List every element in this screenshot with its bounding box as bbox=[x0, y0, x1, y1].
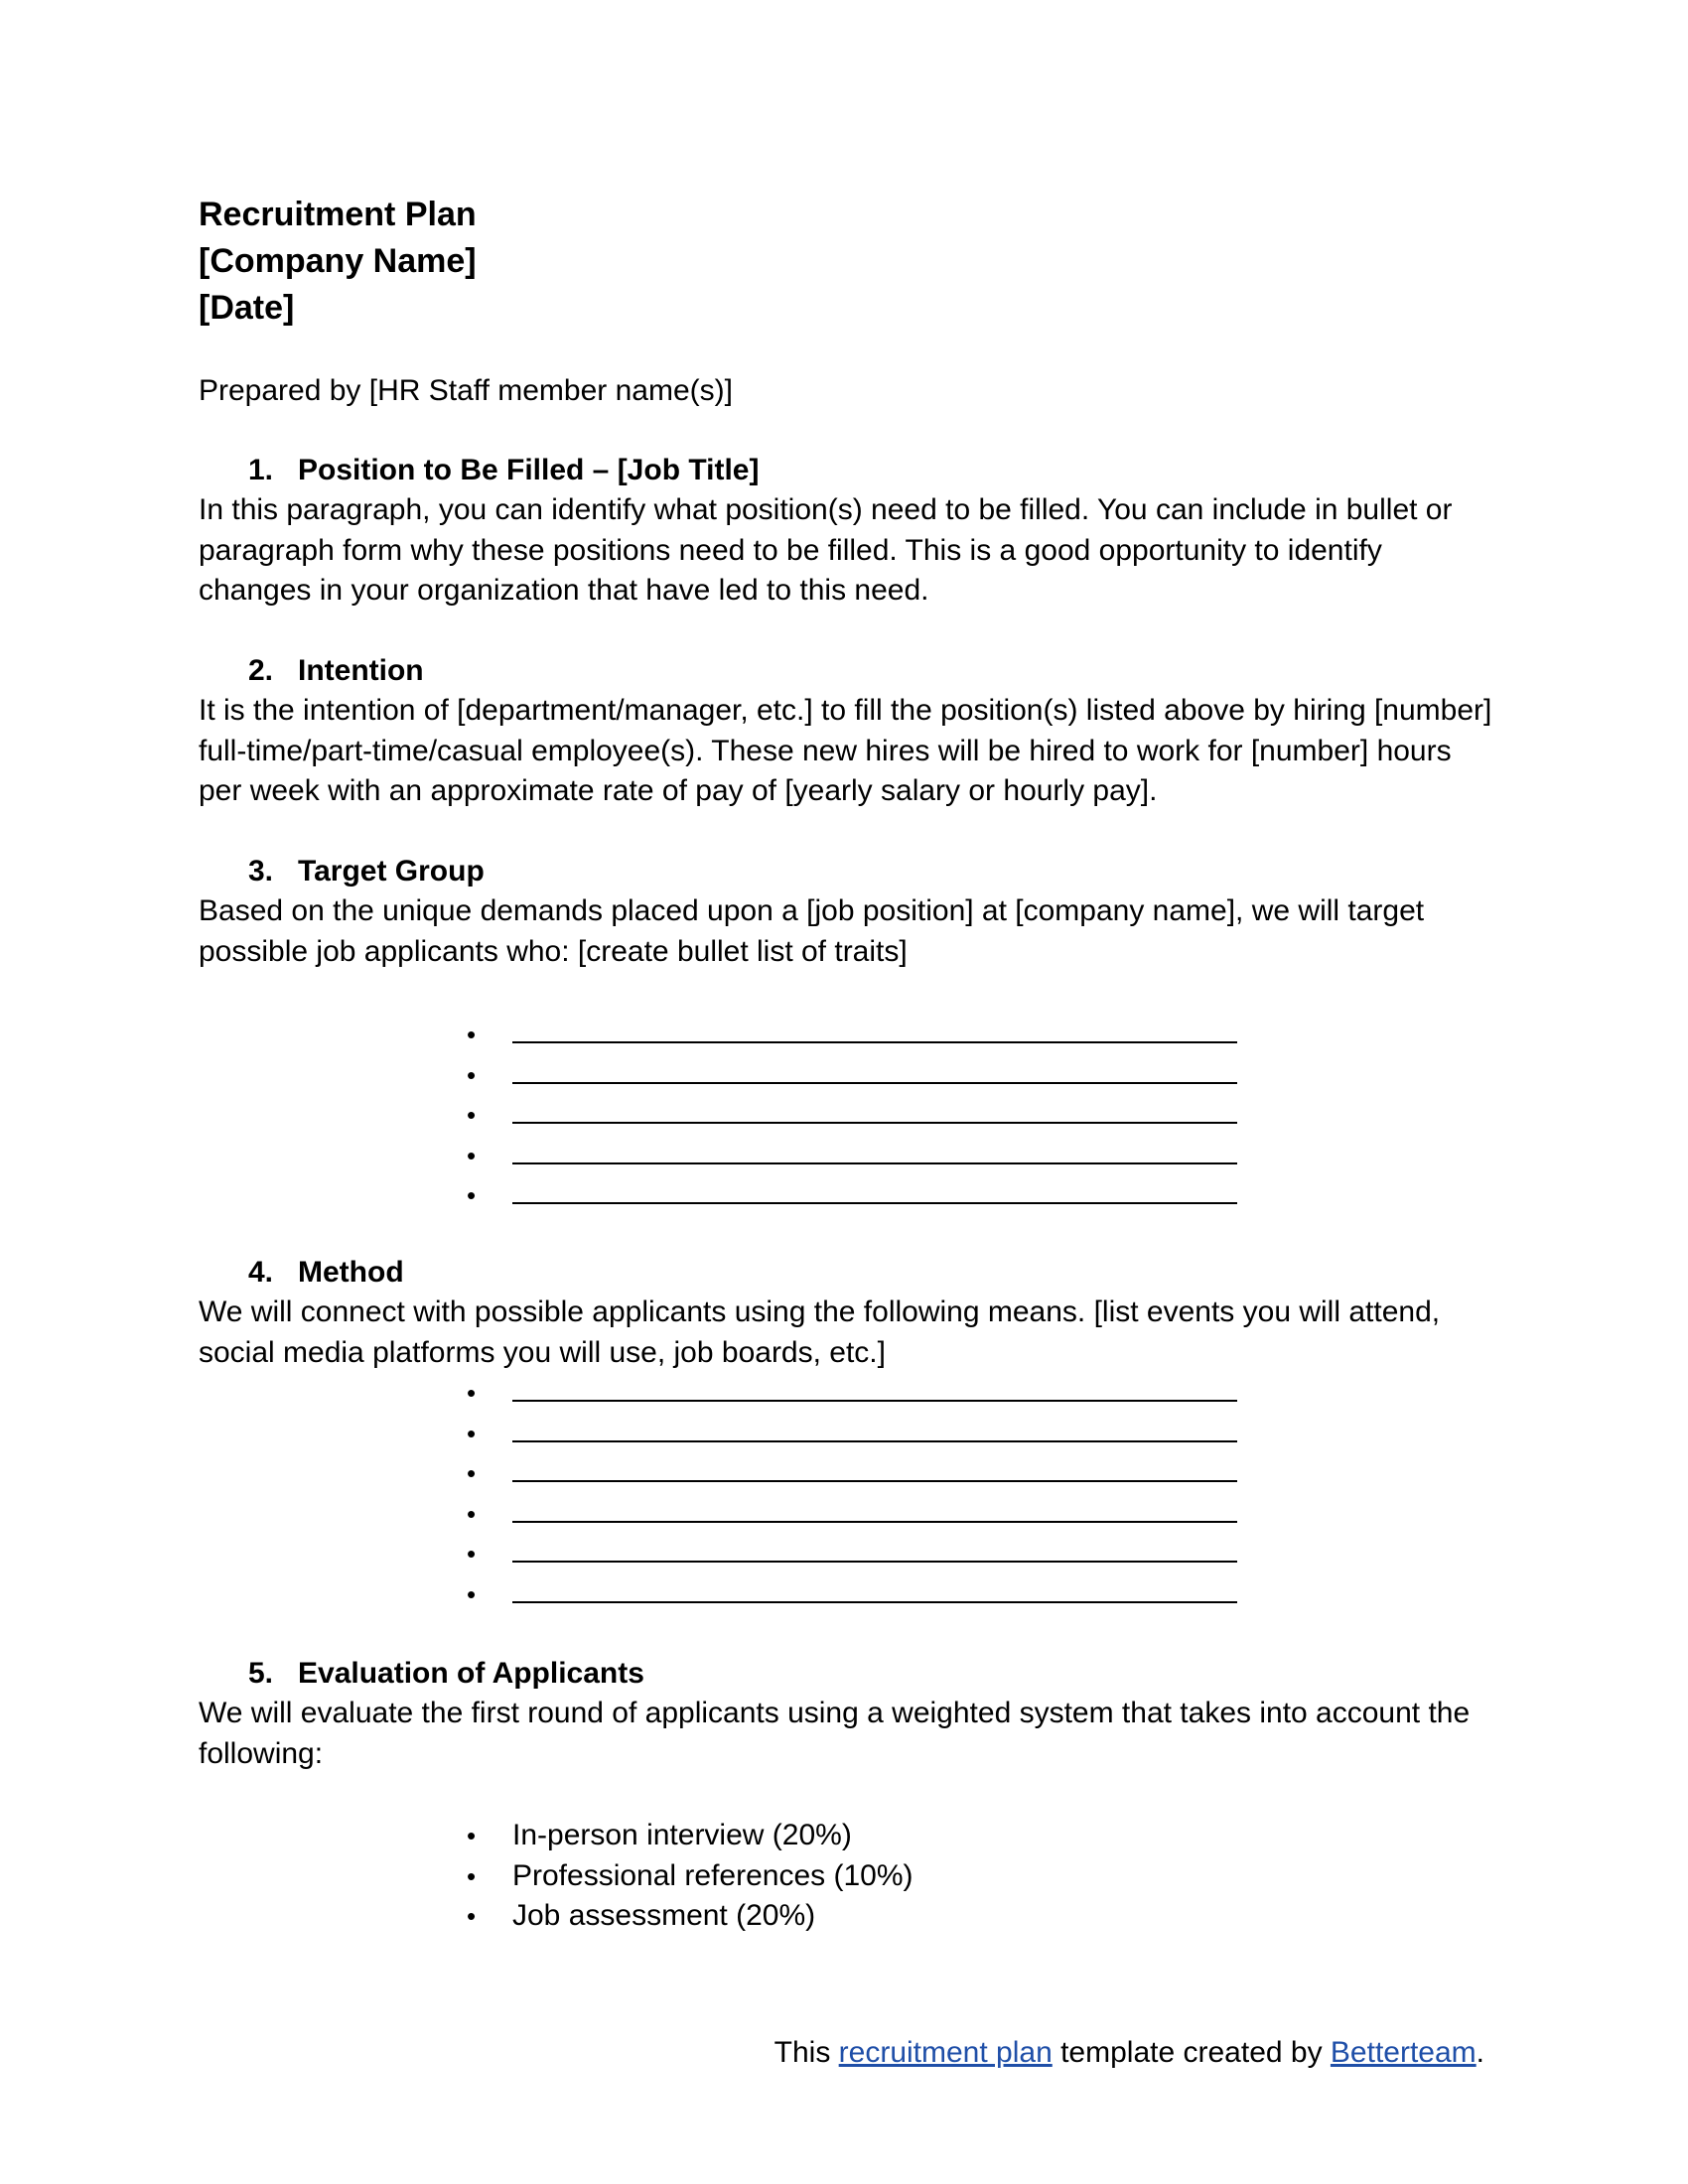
section-body: Based on the unique demands placed upon a [job position] at [company name], we will target possible job applicants who: [create bullet list of traits] bbox=[199, 894, 1425, 968]
list-item-text: In-person interview (20%) bbox=[512, 1819, 852, 1851]
list-item bbox=[467, 1414, 1237, 1454]
bullet-icon: • bbox=[467, 1498, 477, 1529]
section-heading bbox=[199, 451, 1499, 490]
blank-fill-line bbox=[512, 1456, 1237, 1482]
bullet-icon: • bbox=[467, 1821, 477, 1850]
list-item bbox=[467, 1175, 1237, 1216]
list-item-text: Professional references (10%) bbox=[512, 1858, 914, 1892]
section-number: 3. bbox=[248, 855, 274, 887]
bullet-icon: • bbox=[467, 1020, 477, 1049]
target-traits-list bbox=[467, 1015, 1237, 1216]
bullet-icon: • bbox=[467, 1180, 477, 1210]
evaluation-list bbox=[467, 1816, 914, 1937]
section-number: 1. bbox=[248, 454, 274, 486]
bullet-icon: • bbox=[467, 1100, 477, 1130]
blank-fill-line bbox=[512, 1058, 1237, 1084]
blank-fill-line bbox=[512, 1178, 1237, 1204]
section-number: 4. bbox=[248, 1256, 274, 1289]
bullet-icon: • bbox=[467, 1059, 477, 1090]
list-item bbox=[467, 1373, 1237, 1414]
section-heading bbox=[199, 852, 1499, 891]
section-number: 2. bbox=[248, 654, 274, 687]
section-title: Target Group bbox=[298, 855, 485, 887]
section-heading bbox=[199, 1654, 1499, 1694]
section-title: Position to Be Filled – [Job Title] bbox=[298, 454, 760, 486]
section-heading bbox=[199, 651, 1499, 691]
blank-fill-line bbox=[512, 1376, 1237, 1402]
blank-fill-line bbox=[512, 1577, 1237, 1603]
section-title: Intention bbox=[298, 654, 424, 687]
section-body: We will connect with possible applicants using the following means. [list events you will attend, social media platforms you will use, job boards, etc.] bbox=[199, 1296, 1441, 1369]
bullet-icon: • bbox=[467, 1578, 477, 1609]
blank-fill-line bbox=[512, 1139, 1237, 1164]
section-position bbox=[199, 451, 1499, 612]
bullet-icon: • bbox=[467, 1539, 477, 1569]
section-title: Evaluation of Applicants bbox=[298, 1657, 644, 1690]
title-block bbox=[199, 192, 477, 332]
list-item bbox=[467, 1015, 1237, 1055]
bullet-icon: • bbox=[467, 1418, 477, 1448]
bullet-icon: • bbox=[467, 1378, 477, 1408]
list-item bbox=[467, 1453, 1237, 1494]
list-item-text: Job assessment (20%) bbox=[512, 1899, 816, 1932]
list-item bbox=[467, 1816, 914, 1856]
section-title: Method bbox=[298, 1256, 404, 1289]
list-item bbox=[467, 1494, 1237, 1535]
section-body: In this paragraph, you can identify what position(s) need to be filled. You can include in bullet or paragraph form why these positions need to be filled. This is a good opportunity to identify changes in your organization that have led to this need. bbox=[199, 493, 1453, 607]
section-method bbox=[199, 1253, 1499, 1373]
bullet-icon: • bbox=[467, 1140, 477, 1170]
list-item bbox=[467, 1136, 1237, 1176]
blank-fill-line bbox=[512, 1098, 1237, 1124]
section-body: We will evaluate the first round of applicants using a weighted system that takes into account the following: bbox=[199, 1697, 1471, 1770]
betterteam-link[interactable]: Betterteam bbox=[1330, 2036, 1477, 2069]
bullet-icon: • bbox=[467, 1458, 477, 1488]
list-item bbox=[467, 1055, 1237, 1096]
list-item bbox=[467, 1896, 914, 1937]
section-intention bbox=[199, 651, 1499, 812]
recruitment-plan-link[interactable]: recruitment plan bbox=[838, 2036, 1053, 2069]
document-title: Recruitment Plan bbox=[199, 196, 477, 233]
blank-fill-line bbox=[512, 1018, 1237, 1043]
blank-fill-line bbox=[512, 1417, 1237, 1442]
date-placeholder: [Date] bbox=[199, 289, 295, 327]
bullet-icon: • bbox=[467, 1901, 477, 1931]
list-item bbox=[467, 1534, 1237, 1574]
list-item bbox=[467, 1856, 914, 1897]
bullet-icon: • bbox=[467, 1860, 477, 1891]
footer-prefix: This bbox=[774, 2036, 839, 2069]
prepared-by-line: Prepared by [HR Staff member name(s)] bbox=[199, 374, 733, 407]
footer-middle: template created by bbox=[1052, 2036, 1331, 2069]
blank-fill-line bbox=[512, 1537, 1237, 1563]
section-body: It is the intention of [department/manager, etc.] to fill the position(s) listed above by hiring [number] full-time/part-time/casual employee(s). These new hires will be hired to work for [number] hours per week with an approximate rate of pay of [yearly salary or hourly pay]. bbox=[199, 694, 1492, 807]
section-heading bbox=[199, 1253, 1499, 1293]
section-number: 5. bbox=[248, 1657, 274, 1690]
list-item bbox=[467, 1574, 1237, 1615]
list-item bbox=[467, 1095, 1237, 1136]
footer-suffix: . bbox=[1476, 2036, 1484, 2069]
method-list bbox=[467, 1373, 1237, 1614]
company-name-placeholder: [Company Name] bbox=[199, 242, 477, 280]
footer-credit bbox=[774, 2033, 1484, 2073]
blank-fill-line bbox=[512, 1497, 1237, 1523]
section-target-group bbox=[199, 852, 1499, 972]
section-evaluation bbox=[199, 1654, 1499, 1774]
